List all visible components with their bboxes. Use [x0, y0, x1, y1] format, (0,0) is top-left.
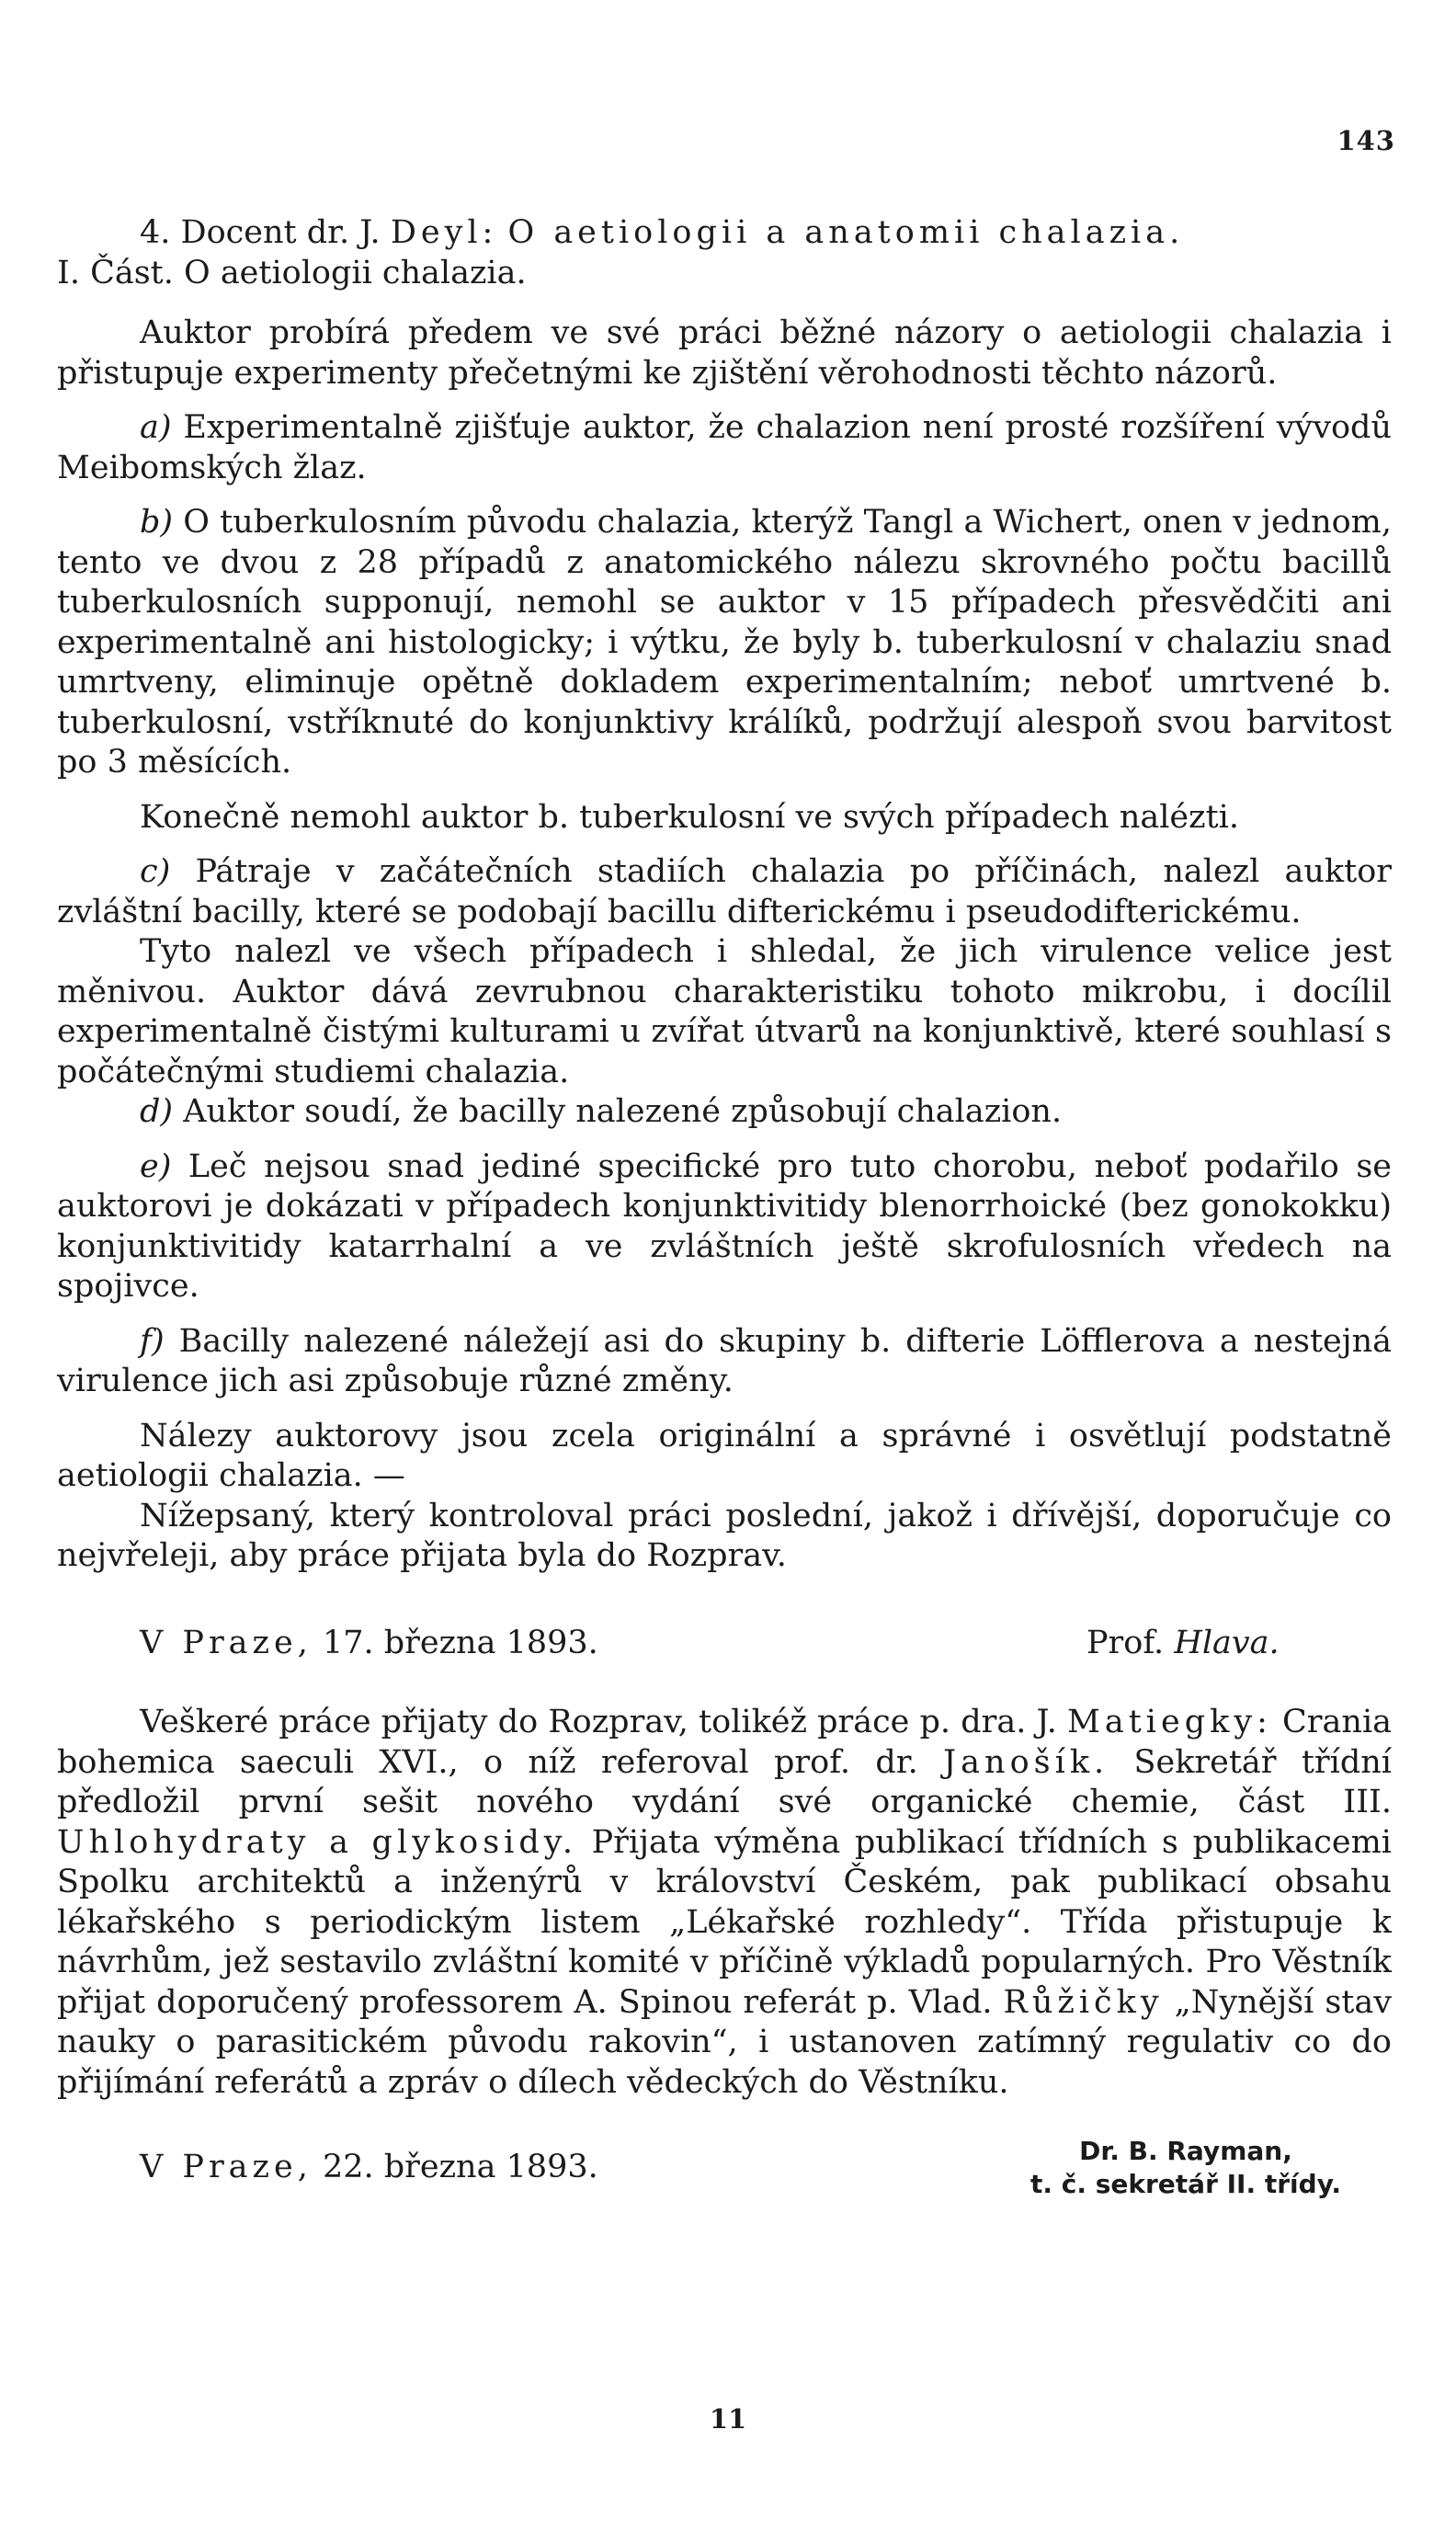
report-conclusion-b: Konečně nemohl auktor b. tuberkulosní ve svých případech nalézti.	[140, 798, 1239, 836]
minutes-paragraph: Veškeré práce přijaty do Rozprav, tolikéž práce p. dra. J. Matiegky: Crania bohemica saeculi XVI., o níž referoval prof. dr. Janošík. Sekretář třídní předložil první sešit nového vydání své organické chemie, část III. Uhlohydraty a glykosidy. Přijata výměna publikací třídních s publikacemi Spolku architektů a inženýrů v království Českém, pak publikací obsahu lékařského s periodickým listem „Lékařské rozhledy“. Třída přistupuje k návrhům, jež sestavilo zvláštní komité v příčině výkladů popularných. Pro Věstník přijat doporučený professorem A. Spinou referát p. Vlad. Růžičky „Nynější stav nauky o parasitickém původu rakovin“, i ustanoven zatímný regulativ co do přijímání referátů a zpráv o dílech vědeckých do Věstníku.	[57, 1704, 1393, 2101]
report-item-d: d) Auktor soudí, že bacilly nalezené způsobují chalazion.	[140, 1093, 1063, 1130]
minutes-signer-name: Dr. B. Rayman,	[1079, 2136, 1292, 2166]
report-section	[57, 213, 1392, 1577]
report-item-c-continued: Tyto nalezl ve všech případech i shledal, že jich virulence velice jest měnivou. Auktor dává zevrubnou charakteristiku tohoto mikrobu, i docílil experimentalně čistými kulturami u zvířat útvarů na konjunktivě, které souhlasí s počátečnými studiemi chalazia.	[57, 933, 1392, 1090]
footer-sheet-number: 11	[709, 2403, 747, 2435]
report-signer-name: Hlava.	[1174, 1625, 1280, 1661]
page-number: 143	[1337, 125, 1395, 156]
author-ruzicka: Růžičky	[1003, 1983, 1164, 2021]
report-item-b: b) O tuberkulosním původu chalazia, kterýž Tangl a Wichert, onen v jednom, tento ve dvou z 28 případů z anatomického nálezu skrovného počtu bacillů tuberkulosních supponují, nemohl se auktor v 15 případech přesvědčiti ani experimentalně ani histologicky; i výtku, že byly b. tuberkulosní v chalaziu snad umrtveny, eliminuje opětně dokladem experimentalním; neboť umrtvené b. tuberkulosní, vstříknuté do konjunktivy králíků, podržují alespoň svou barvitost po 3 měsících.	[57, 504, 1392, 781]
minutes-signature	[1011, 2135, 1360, 2201]
author-janosik: Janošík.	[943, 1743, 1109, 1781]
minutes-date-place: V Praze,	[140, 2149, 313, 2185]
report-assessment: Nálezy auktorovy jsou zcela originální a správné i osvětlují podstatně aetiologii chalazia. —	[57, 1417, 1392, 1494]
author-name: Deyl:	[390, 214, 498, 251]
report-recommendation: Nížepsaný, který kontroloval práci poslední, jakož i dřívější, doporučuje co nejvřeleji, aby práce přijata byla do Rozprav.	[57, 1497, 1392, 1574]
report-date-place: V Praze,	[140, 1625, 313, 1661]
report-part-title: I. Část. O aetiologii chalazia.	[57, 254, 527, 291]
report-item-a: a) Experimentalně zjišťuje auktor, že chalazion není prosté rozšíření vývodů Meibomských žlaz.	[57, 409, 1392, 486]
book-subtitle: Uhlohydraty a glykosidy.	[57, 1823, 578, 1861]
report-subject: O aetiologii a anatomii chalazia.	[507, 214, 1185, 251]
minutes-signer-role: t. č. sekretář II. třídy.	[1029, 2169, 1342, 2199]
minutes-date: 22. března 1893.	[312, 2149, 598, 2185]
minutes-section	[57, 1703, 1392, 2103]
report-title: 4. Docent dr. J. Deyl: O aetiologii a anatomii chalazia.	[140, 214, 1185, 251]
report-date: 17. března 1893.	[312, 1625, 598, 1661]
report-item-e: e) Leč nejsou snad jediné specifické pro tuto chorobu, neboť podařilo se auktorovi je dokázati v případech konjunktivitidy blenorrhoické (bez gonokokku) konjunktivitidy katarrhalní a ve zvláštních ještě skrofulosních vředech na spojivce.	[57, 1147, 1392, 1305]
report-item-f: f) Bacilly nalezené náležejí asi do skupiny b. difterie Löfflerova a nestejná virulence jich asi způsobuje různé změny.	[57, 1322, 1392, 1399]
report-signature: Prof. Hlava.	[1086, 1625, 1280, 1661]
report-intro: Auktor probírá předem ve své práci běžné názory o aetiologii chalazia i přistupuje experimenty přečetnými ke zjištění věrohodnosti těchto názorů.	[57, 314, 1392, 392]
report-item-c: c) Pátraje v začátečních stadiích chalazia po příčinách, nalezl auktor zvláštní bacilly, které se podobají bacillu difterickému i pseudodifterickému.	[57, 853, 1392, 930]
author-matiegka: Matiegky:	[1067, 1704, 1272, 1740]
